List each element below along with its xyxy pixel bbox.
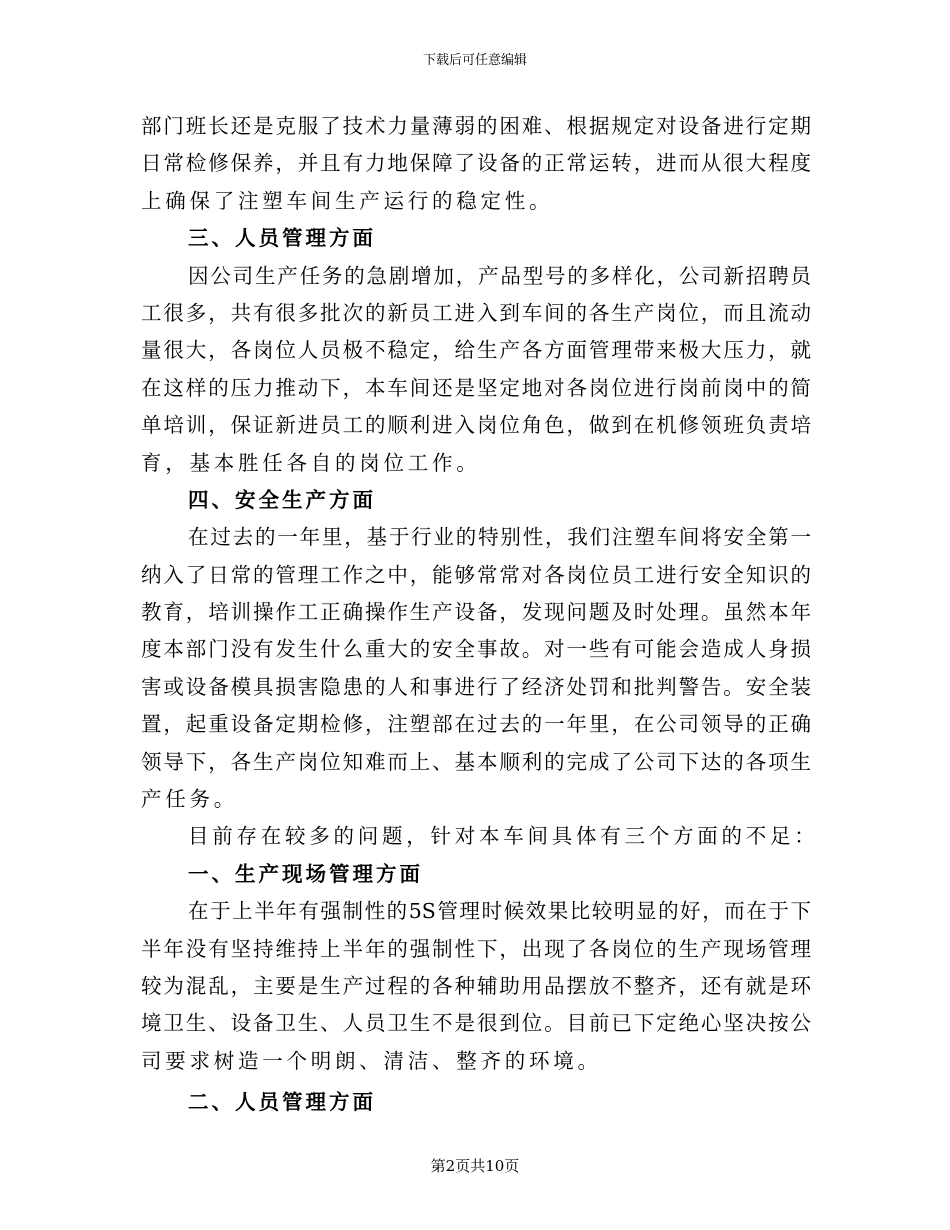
paragraph-problems-intro: 目前存在较多的问题，针对本车间具体有三个方面的不足：	[188, 824, 819, 849]
paragraph-site-management	[141, 893, 811, 1080]
text-line: 因公司生产任务的急剧增加，产品型号的多样化，公司新招聘员	[188, 263, 811, 288]
document-body	[141, 108, 819, 1122]
text-line: 育，基本胜任各自的岗位工作。	[141, 450, 481, 475]
section-heading-safety: 四、安全生产方面	[188, 487, 376, 512]
text-line: 境卫生、设备卫生、人员卫生不是很到位。目前已下定绝心坚决按公	[141, 1011, 811, 1036]
text-line: 较为混乱，主要是生产过程的各种辅助用品摆放不整齐，还有就是环	[141, 973, 811, 998]
text-line: 产任务。	[141, 787, 238, 812]
section-heading-site-management: 一、生产现场管理方面	[188, 861, 423, 886]
text-line: 度本部门没有发生什么重大的安全事故。对一些有可能会造成人身损	[141, 637, 811, 662]
text-line: 在过去的一年里，基于行业的特别性，我们注塑车间将安全第一	[188, 525, 811, 550]
section-heading-personnel: 三、人员管理方面	[188, 226, 376, 251]
paragraph-continuation	[141, 108, 811, 220]
text-line: 半年没有坚持维持上半年的强制性下，出现了各岗位的生产现场管理	[141, 936, 811, 961]
paragraph-safety	[141, 519, 811, 818]
text-line: 害或设备模具损害隐患的人和事进行了经济处罚和批判警告。安全装	[141, 674, 811, 699]
text-line: 在这样的压力推动下，本车间还是坚定地对各岗位进行岗前岗中的简	[141, 375, 811, 400]
text-line: 司要求树造一个明朗、清洁、整齐的环境。	[141, 1048, 602, 1073]
text-line: 纳入了日常的管理工作之中，能够常常对各岗位员工进行安全知识的	[141, 562, 811, 587]
text-line: 单培训，保证新进员工的顺利进入岗位角色，做到在机修领班负责培	[141, 413, 811, 438]
paragraph-personnel	[141, 258, 811, 482]
page-header: 下载后可任意编辑	[422, 53, 527, 68]
text-line: 置，起重设备定期检修，注塑部在过去的一年里，在公司领导的正确	[141, 712, 811, 737]
text-line: 教育，培训操作工正确操作生产设备，发现问题及时处理。虽然本年	[141, 600, 811, 625]
text-line: 在于上半年有强制性的5S管理时候效果比较明显的好，而在于下	[188, 899, 811, 924]
text-line: 量很大，各岗位人员极不稳定，给生产各方面管理带来极大压力，就	[141, 338, 811, 363]
text-line: 领导下，各生产岗位知难而上、基本顺利的完成了公司下达的各项生	[141, 749, 811, 774]
text-line: 工很多，共有很多批次的新员工进入到车间的各生产岗位，而且流动	[141, 300, 811, 325]
text-line: 部门班长还是克服了技术力量薄弱的困难、根据规定对设备进行定期	[141, 114, 811, 138]
section-heading-personnel-2: 二、人员管理方面	[188, 1090, 376, 1115]
text-line: 上确保了注塑车间生产运行的稳定性。	[141, 188, 554, 213]
text-line: 日常检修保养，并且有力地保障了设备的正常运转，进而从很大程度	[141, 151, 811, 176]
page-footer: 第2页共10页	[430, 1157, 520, 1175]
